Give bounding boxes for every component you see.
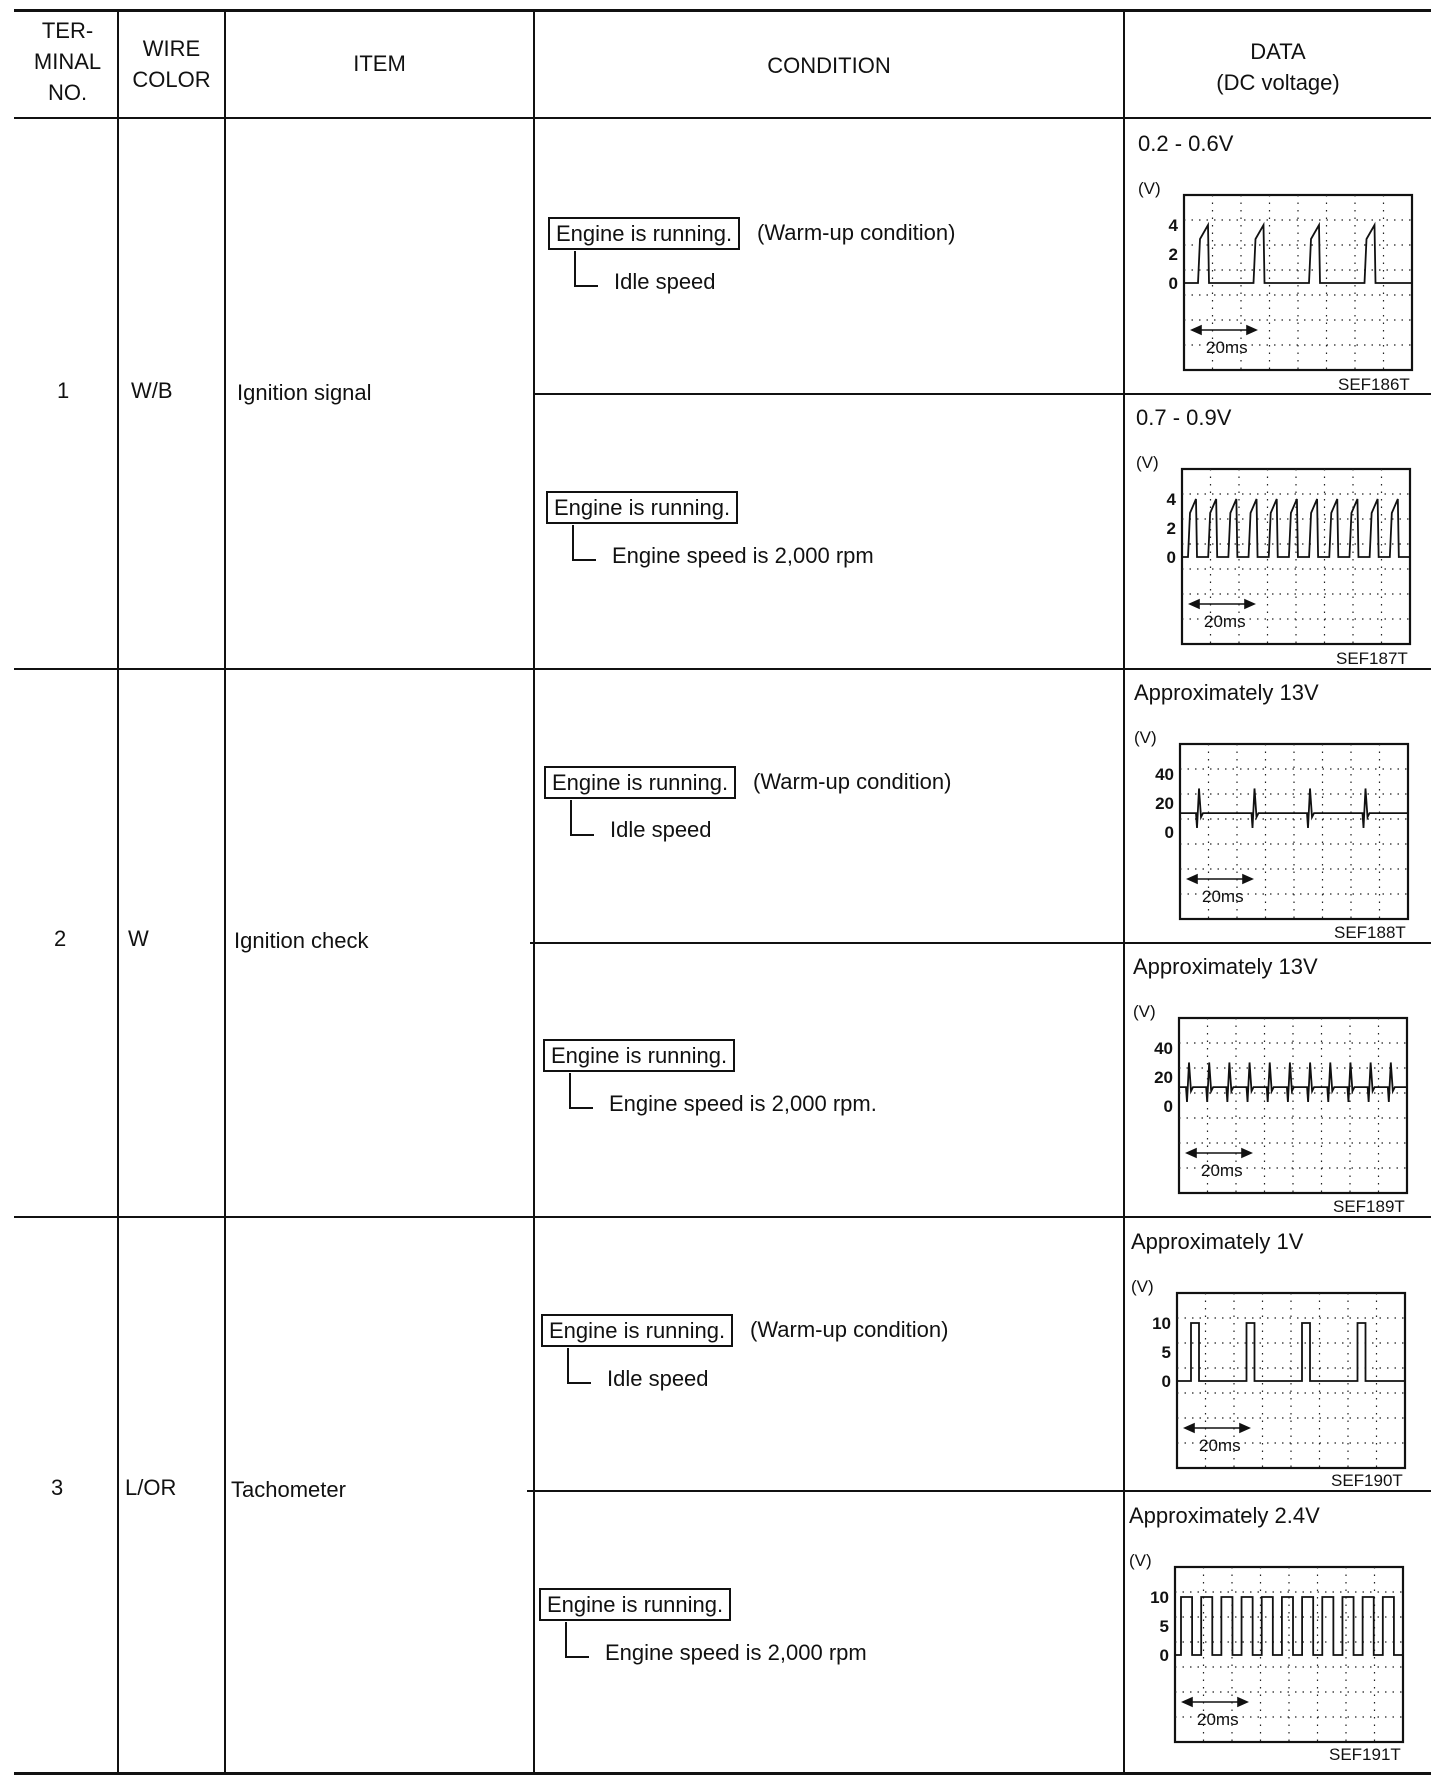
condition-sub: Engine speed is 2,000 rpm	[612, 543, 874, 568]
y-tick-label: 0	[1166, 548, 1176, 567]
header-bottom-border	[14, 117, 1431, 119]
condition-sub: Idle speed	[607, 1366, 709, 1391]
time-base-arrow	[1188, 875, 1252, 883]
y-tick-label: 40	[1154, 1039, 1173, 1058]
condition-sub: Engine speed is 2,000 rpm	[605, 1640, 867, 1665]
waveform-scope	[1131, 1001, 1411, 1221]
data-value: Approximately 2.4V	[1129, 1503, 1320, 1528]
data-value: Approximately 13V	[1133, 954, 1318, 979]
y-tick-label: 0	[1164, 823, 1174, 842]
terminal-1-wire: W/B	[131, 378, 173, 403]
condition-sub: Engine speed is 2,000 rpm.	[609, 1091, 877, 1116]
header-data-line-1: DATA	[1250, 39, 1306, 64]
data-value: Approximately 1V	[1131, 1229, 1304, 1254]
time-base-label: 20ms	[1206, 338, 1248, 357]
col-border-2	[224, 9, 226, 1774]
figure-code: SEF187T	[1336, 649, 1408, 668]
header-wire-color	[119, 33, 224, 95]
header-terminal-line-2: MINAL	[33, 49, 102, 74]
waveform-scope	[1132, 727, 1412, 947]
figure-code: SEF186T	[1338, 375, 1410, 394]
time-base-label: 20ms	[1202, 887, 1244, 906]
y-unit-label: (V)	[1134, 728, 1157, 747]
condition-sub: Idle speed	[610, 817, 712, 842]
terminal-3-wire: L/OR	[125, 1475, 177, 1500]
header-terminal-line-1: TER-	[41, 18, 94, 43]
terminal-3-item: Tachometer	[231, 1477, 346, 1502]
condition-box: Engine is running.	[548, 217, 740, 250]
waveform-scope	[1136, 178, 1416, 398]
y-tick-label: 4	[1168, 216, 1178, 235]
table-bottom-border	[14, 1772, 1431, 1775]
y-tick-label: 2	[1166, 519, 1176, 538]
col-border-3	[533, 9, 535, 1774]
time-base-label: 20ms	[1199, 1436, 1241, 1455]
condition-extra: (Warm-up condition)	[753, 769, 952, 794]
col-border-4	[1123, 9, 1125, 1774]
time-base-arrow	[1183, 1698, 1247, 1706]
y-tick-label: 5	[1159, 1617, 1169, 1636]
data-value: Approximately 13V	[1134, 680, 1319, 705]
y-unit-label: (V)	[1129, 1551, 1152, 1570]
figure-code: SEF190T	[1331, 1471, 1403, 1490]
terminal-2-item: Ignition check	[234, 928, 369, 953]
header-wire-line-1: WIRE	[142, 36, 201, 61]
condition-bracket	[570, 800, 594, 836]
terminal-1-item: Ignition signal	[237, 380, 372, 405]
y-tick-label: 2	[1168, 245, 1178, 264]
header-wire-line-2: COLOR	[132, 67, 211, 92]
time-base-arrow	[1192, 326, 1256, 334]
condition-bracket	[565, 1622, 589, 1658]
condition-extra: (Warm-up condition)	[750, 1317, 949, 1342]
terminal-2-wire: W	[128, 926, 149, 951]
table-top-border	[14, 9, 1431, 12]
y-tick-label: 10	[1152, 1314, 1171, 1333]
y-tick-label: 10	[1150, 1588, 1169, 1607]
y-unit-label: (V)	[1133, 1002, 1156, 1021]
condition-extra: (Warm-up condition)	[757, 220, 956, 245]
waveform-scope	[1127, 1550, 1407, 1770]
condition-bracket	[572, 525, 596, 561]
y-tick-label: 5	[1161, 1343, 1171, 1362]
header-terminal-line-3: NO.	[47, 80, 88, 105]
time-base-arrow	[1187, 1149, 1251, 1157]
figure-code: SEF188T	[1334, 923, 1406, 942]
time-base-label: 20ms	[1197, 1710, 1239, 1729]
y-tick-label: 0	[1159, 1646, 1169, 1665]
time-base-label: 20ms	[1201, 1161, 1243, 1180]
y-tick-label: 0	[1163, 1097, 1173, 1116]
terminal-1-no: 1	[57, 378, 70, 403]
waveform-scope	[1134, 452, 1414, 672]
y-unit-label: (V)	[1136, 453, 1159, 472]
figure-code: SEF189T	[1333, 1197, 1405, 1216]
figure-code: SEF191T	[1329, 1745, 1401, 1764]
y-tick-label: 20	[1154, 1068, 1173, 1087]
header-item: ITEM	[353, 51, 406, 76]
condition-box: Engine is running.	[544, 766, 736, 799]
y-tick-label: 0	[1168, 274, 1178, 293]
terminal-3-no: 3	[51, 1475, 64, 1500]
data-value: 0.7 - 0.9V	[1136, 405, 1232, 430]
data-value: 0.2 - 0.6V	[1138, 131, 1234, 156]
condition-bracket	[567, 1348, 591, 1384]
header-data-line-2: (DC voltage)	[1216, 70, 1340, 95]
header-condition: CONDITION	[767, 53, 891, 78]
condition-box: Engine is running.	[539, 1588, 731, 1621]
condition-box: Engine is running.	[546, 491, 738, 524]
time-base-label: 20ms	[1204, 612, 1246, 631]
time-base-arrow	[1185, 1424, 1249, 1432]
y-unit-label: (V)	[1131, 1277, 1154, 1296]
col-border-1	[117, 9, 119, 1774]
condition-bracket	[574, 251, 598, 287]
condition-box: Engine is running.	[543, 1039, 735, 1072]
condition-sub: Idle speed	[614, 269, 716, 294]
y-tick-label: 20	[1155, 794, 1174, 813]
y-tick-label: 4	[1166, 490, 1176, 509]
condition-box: Engine is running.	[541, 1314, 733, 1347]
time-base-arrow	[1190, 600, 1254, 608]
header-terminal-no	[18, 15, 117, 108]
y-tick-label: 0	[1161, 1372, 1171, 1391]
y-tick-label: 40	[1155, 765, 1174, 784]
condition-bracket	[569, 1073, 593, 1109]
header-data	[1125, 36, 1431, 98]
terminal-2-no: 2	[54, 926, 67, 951]
y-unit-label: (V)	[1138, 179, 1161, 198]
waveform-scope	[1129, 1276, 1409, 1496]
